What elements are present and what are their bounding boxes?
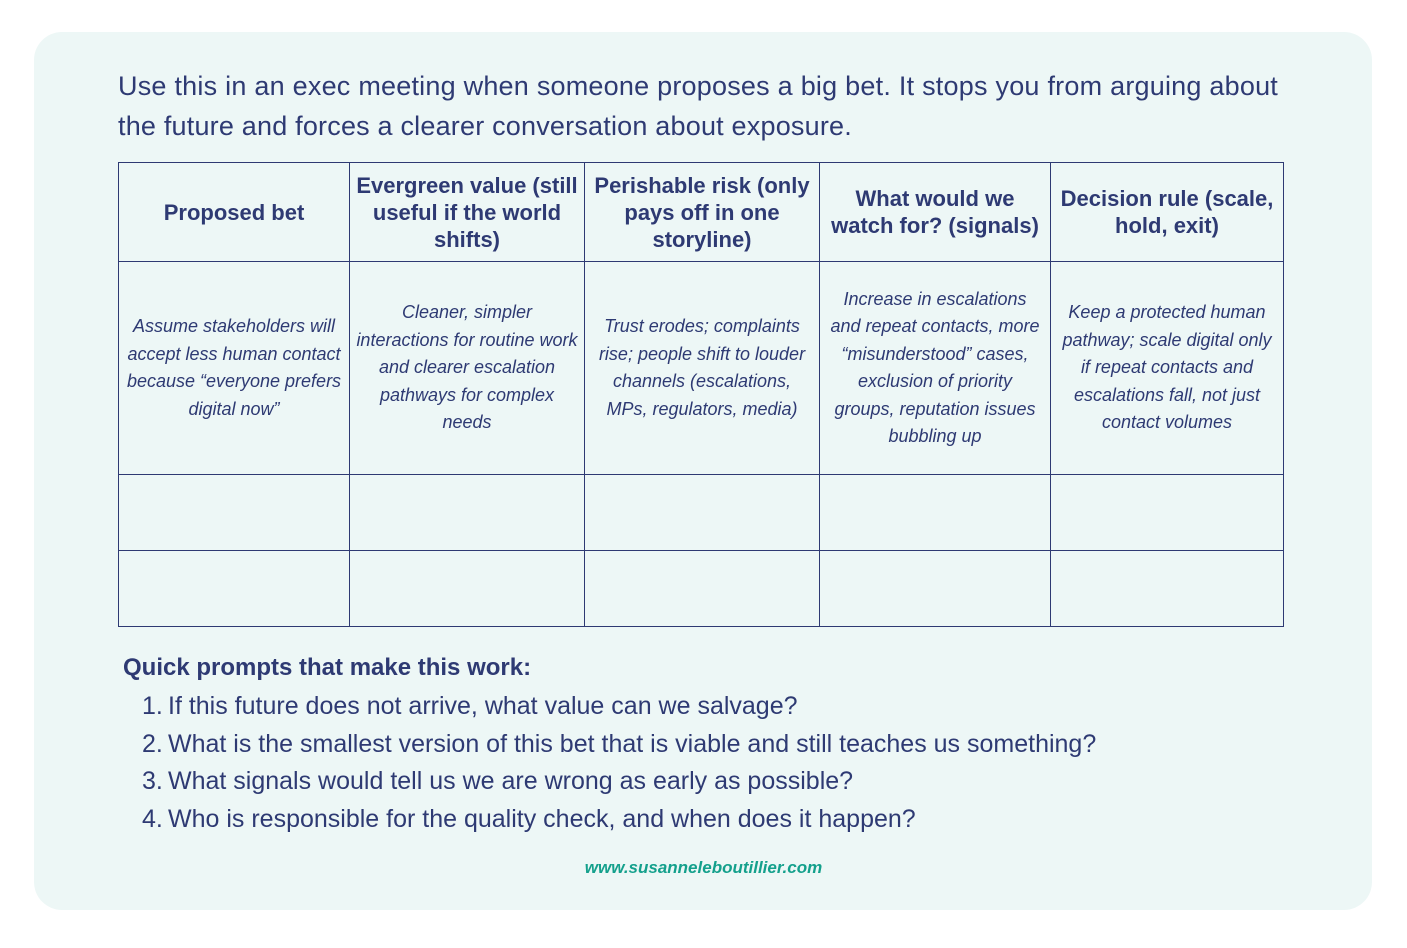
table-cell-empty xyxy=(820,475,1051,551)
table-row xyxy=(119,262,1284,475)
intro-paragraph: Use this in an exec meeting when someone proposes a big bet. It stops you from arguing about the future and forces a clearer conversation about exposure. xyxy=(118,71,1278,141)
list-item-number: 1. xyxy=(142,692,163,720)
table-row xyxy=(119,551,1284,627)
table-cell: Trust erodes; complaints rise; people shift to louder channels (escalations, MPs, regulators, media) xyxy=(585,262,820,475)
header-proposed-bet: Proposed bet xyxy=(119,163,350,262)
prompts-heading: Quick prompts that make this work: xyxy=(123,654,532,681)
list-item xyxy=(142,801,1096,839)
table-row xyxy=(119,475,1284,551)
prompts-list xyxy=(142,688,1096,838)
header-perishable-risk: Perishable risk (only pays off in one storyline) xyxy=(585,163,820,262)
list-item-text: What signals would tell us we are wrong as early as possible? xyxy=(168,767,854,795)
table-cell: Keep a protected human pathway; scale digital only if repeat contacts and escalations fall, not just contact volumes xyxy=(1051,262,1284,475)
table-cell-empty xyxy=(1051,551,1284,627)
list-item-text: Who is responsible for the quality check, and when does it happen? xyxy=(168,804,916,833)
list-item xyxy=(142,688,1096,726)
list-item xyxy=(142,726,1096,764)
list-item-text: If this future does not arrive, what value can we salvage? xyxy=(168,692,798,720)
table-cell-empty xyxy=(350,475,585,551)
list-item-text: What is the smallest version of this bet that is viable and still teaches us something? xyxy=(168,729,1097,758)
table-cell-empty xyxy=(1051,475,1284,551)
table-cell-empty xyxy=(119,475,350,551)
list-item-number: 4. xyxy=(142,804,163,833)
bet-assessment-table xyxy=(118,162,1284,627)
list-item xyxy=(142,763,1096,801)
table-cell-empty xyxy=(585,475,820,551)
table-cell-empty xyxy=(820,551,1051,627)
table-cell: Increase in escalations and repeat contacts, more “misunderstood” cases, exclusion of priority groups, reputation issues bubbling up xyxy=(820,262,1051,475)
header-decision-rule: Decision rule (scale, hold, exit) xyxy=(1051,163,1284,262)
table-cell: Assume stakeholders will accept less human contact because “everyone prefers digital now” xyxy=(119,262,350,475)
header-evergreen-value: Evergreen value (still useful if the world shifts) xyxy=(350,163,585,262)
list-item-number: 3. xyxy=(142,767,163,795)
table-header-row xyxy=(119,163,1284,262)
website-link[interactable]: www.susanneleboutillier.com xyxy=(584,858,823,877)
table-cell-empty xyxy=(119,551,350,627)
table-cell: Cleaner, simpler interactions for routine work and clearer escalation pathways for complex needs xyxy=(350,262,585,475)
header-signals: What would we watch for? (signals) xyxy=(820,163,1051,262)
table-cell-empty xyxy=(350,551,585,627)
table-cell-empty xyxy=(585,551,820,627)
list-item-number: 2. xyxy=(142,729,163,758)
